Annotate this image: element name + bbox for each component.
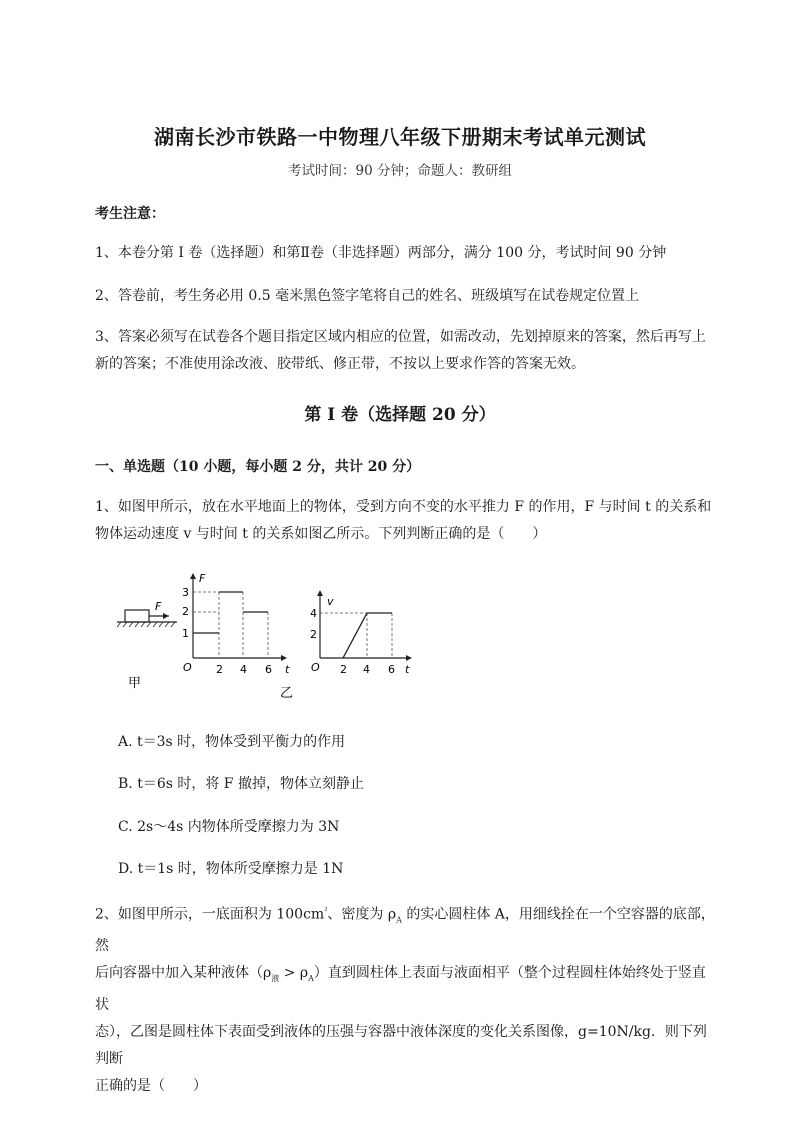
- page-title: 湖南长沙市铁路一中物理八年级下册期末考试单元测试: [154, 125, 646, 149]
- question-1-option-b: B. t＝6s 时，将 F 撤掉，物体立刻静止: [118, 776, 364, 792]
- g2-ytick-4: 4: [310, 607, 317, 620]
- g2-xtick-4: 4: [363, 663, 370, 676]
- g1-xtick-6: 6: [265, 663, 272, 676]
- notice-item-1: 1、本卷分第 I 卷（选择题）和第Ⅱ卷（非选择题）两部分，满分 100 分，考试时间 90 分钟: [95, 245, 667, 261]
- question-2-line-2: 后向容器中加入某种液体$(\rho_液 > \rho_A)$直到圆柱体上表面与液面相平（整个过程圆柱体始终处于竖直状: [95, 965, 706, 1014]
- question-1-option-a: A. t＝3s 时，物体受到平衡力的作用: [118, 734, 346, 750]
- g2-ytick-2: 2: [310, 628, 317, 641]
- label-jia: 甲: [128, 676, 142, 691]
- g1-xtick-4: 4: [240, 663, 247, 676]
- notice-item-3: 3、答案必须写在试卷各个题目指定区域内相应的位置，如需改动，先划掉原来的答案，然后再写上新的答案；不准使用涂改液、胶带纸、修正带，不按以上要求作答的答案无效。: [95, 329, 706, 372]
- question-2-stem: [95, 897, 715, 1100]
- question-1-option-d: D. t＝1s 时，物体所受摩擦力是 1N: [118, 861, 344, 877]
- exam-info: 考试时间：90 分钟；命题人：教研组: [288, 163, 512, 179]
- label-yi: 乙: [280, 686, 294, 701]
- g2-xtick-2: 2: [340, 663, 347, 676]
- g2-xtick-6: 6: [388, 663, 395, 676]
- g1-ytick-1: 1: [182, 627, 189, 640]
- g1-origin: O: [183, 661, 192, 674]
- g2-y-label: v: [327, 595, 334, 608]
- g2-origin: O: [311, 661, 320, 674]
- g1-y-label: F: [199, 572, 206, 585]
- g1-force-steps: [193, 592, 268, 633]
- ground-hatch: [117, 622, 175, 627]
- graph-force-time: [182, 572, 293, 701]
- force-label: F: [155, 600, 162, 613]
- g2-velocity-line: [343, 613, 392, 658]
- question-2-line-1: 2、如图甲所示，一底面积为 $100cm^{^2}$、密度为 $\rho_A$ 的实心圆柱体 A，用细线拴在一个空容器的底部，然: [95, 906, 715, 955]
- g1-x-label: t: [285, 663, 290, 676]
- figure-jia: [117, 600, 177, 691]
- force-arrow-head: [163, 613, 169, 619]
- g1-ytick-2: 2: [182, 605, 189, 618]
- part-heading: 一、单选题（10 小题，每小题 2 分，共计 20 分）: [95, 459, 421, 475]
- g1-ytick-3: 3: [182, 586, 189, 599]
- graph-velocity-time: [310, 590, 412, 676]
- section-title: 第 I 卷（选择题 20 分）: [304, 405, 496, 425]
- g1-xtick-2: 2: [216, 663, 223, 676]
- question-1-stem: 1、如图甲所示，放在水平地面上的物体，受到方向不变的水平推力 F 的作用，F 与时间 t 的关系和物体运动速度 v 与时间 t 的关系如图乙所示。下列判断正确的是（ ）: [95, 499, 712, 542]
- notice-heading: 考生注意：: [95, 206, 165, 222]
- question-1-option-c: C. 2s～4s 内物体所受摩擦力为 3N: [118, 819, 340, 835]
- block: [125, 610, 149, 622]
- question-2-line-3: 态），乙图是圆柱体下表面受到液体的压强与容器中液体深度的变化关系图像，g=10N/kg．则下列判断: [95, 1024, 707, 1068]
- figure-svg: [115, 570, 415, 705]
- g2-x-label: t: [405, 663, 410, 676]
- question-2-line-4: 正确的是（ ）: [95, 1078, 207, 1095]
- question-1-figure: [115, 570, 415, 709]
- notice-item-2: 2、答卷前，考生务必用 0.5 毫米黑色签字笔将自己的姓名、班级填写在试卷规定位置上: [95, 288, 640, 304]
